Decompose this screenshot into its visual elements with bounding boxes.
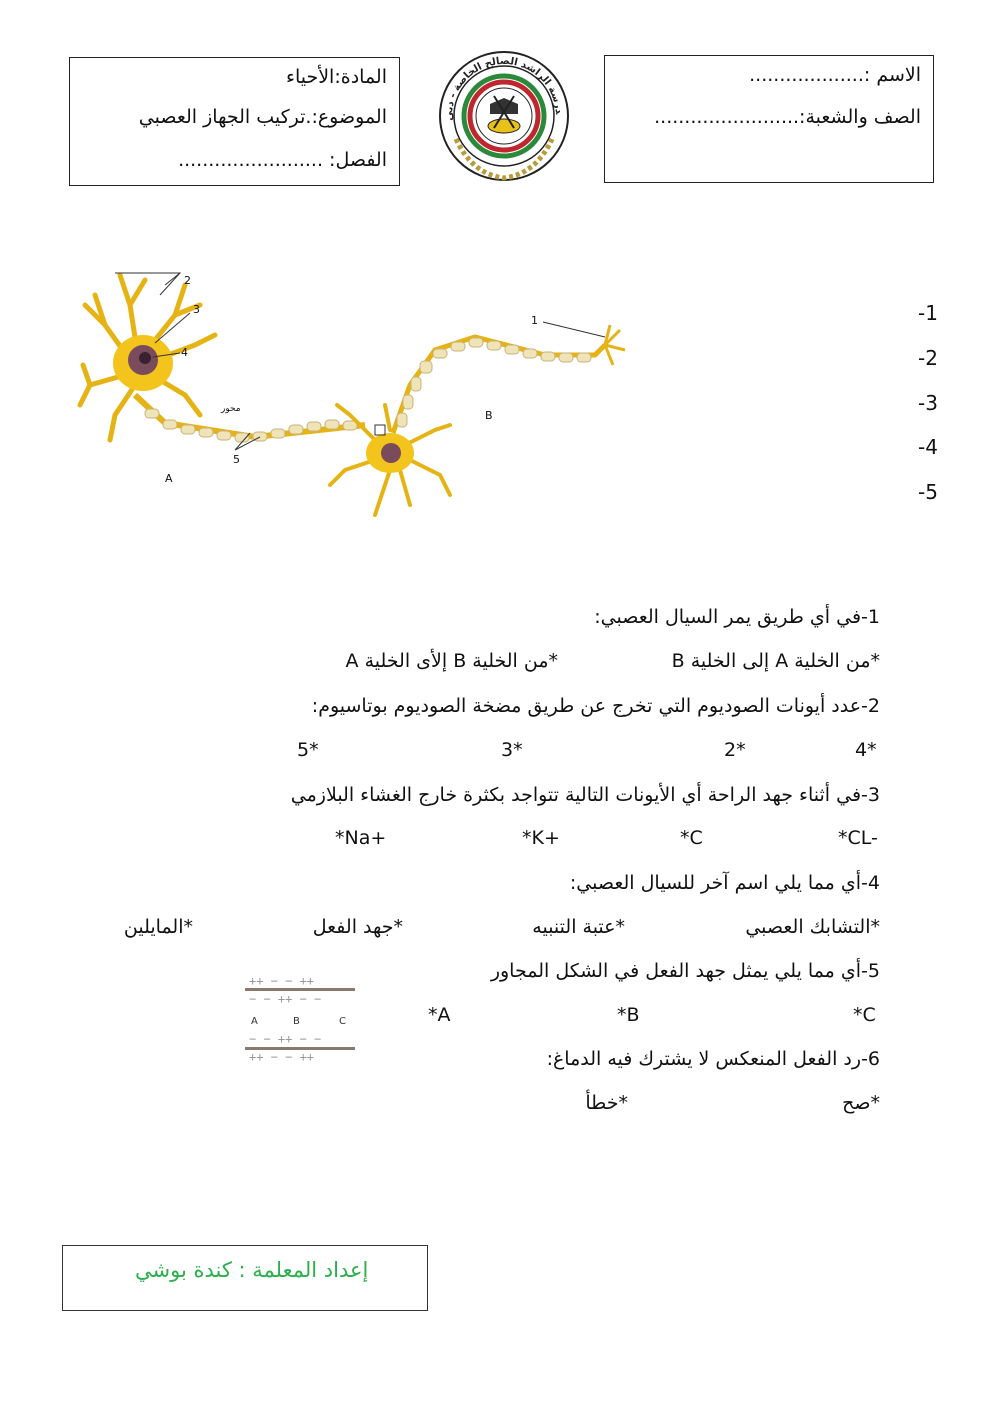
diagram-label-3: 3: [193, 303, 200, 316]
membrane-top-row: ++ − − ++: [249, 974, 315, 988]
question-2: 2-عدد أيونات الصوديوم التي تخرج عن طريق مضخة الصوديوم بوتاسيوم:: [311, 695, 880, 717]
subject-label: المادة:الأحياء: [286, 66, 387, 88]
answer-line-2[interactable]: -2: [918, 346, 938, 370]
q5-option-a[interactable]: *C: [853, 1004, 876, 1026]
q1-option-a[interactable]: *من الخلية A إلى الخلية B: [671, 650, 880, 672]
grade-section-field[interactable]: الصف والشعبة:........................: [654, 106, 921, 128]
q2-option-d[interactable]: 5*: [297, 739, 319, 761]
membrane-upper-mid: − − ++ − −: [249, 992, 322, 1006]
q5-option-b[interactable]: *B: [617, 1004, 640, 1026]
q2-option-a[interactable]: 4*: [855, 739, 877, 761]
question-1: 1-في أي طريق يمر السيال العصبي:: [594, 606, 880, 628]
answer-line-1[interactable]: -1: [918, 301, 938, 325]
q3-option-a[interactable]: *CL-: [838, 827, 878, 849]
topic-label: الموضوع:.تركيب الجهاز العصبي: [138, 106, 387, 128]
q6-option-b[interactable]: *خطأ: [585, 1092, 628, 1114]
cell-b-label: B: [485, 409, 493, 422]
question-3: 3-في أثناء جهد الراحة أي الأيونات التالية تتواجد بكثرة خارج الغشاء البلازمي: [290, 784, 880, 806]
q3-option-d[interactable]: *Na+: [335, 827, 387, 849]
q3-option-b[interactable]: *C: [680, 827, 703, 849]
student-info-box: [604, 55, 934, 183]
membrane-lower-mid: − − ++ − −: [249, 1032, 322, 1046]
diagram-label-4: 4: [181, 346, 188, 359]
school-logo: [432, 44, 577, 189]
teacher-credit: إعداد المعلمة : كندة بوشي: [135, 1258, 369, 1282]
q5-option-c[interactable]: *A: [428, 1004, 451, 1026]
diagram-label-5: 5: [233, 453, 240, 466]
subject-info-box: [69, 57, 400, 186]
membrane-figure: [243, 972, 358, 1067]
class-label: الفصل: ........................: [178, 149, 387, 171]
membrane-letter-a: A: [251, 1016, 258, 1027]
q1-option-b[interactable]: *من الخلية B إلأى الخلية A: [345, 650, 558, 672]
cell-a-label: A: [165, 472, 173, 485]
membrane-line-top: [245, 988, 355, 991]
answer-line-5[interactable]: -5: [918, 480, 938, 504]
membrane-letter-b: B: [293, 1016, 300, 1027]
student-name-field[interactable]: الاسم :...................: [749, 64, 921, 86]
q6-option-a[interactable]: *صح: [842, 1092, 880, 1114]
q3-option-c[interactable]: *K+: [522, 827, 560, 849]
diagram-label-1: 1: [531, 314, 538, 327]
q4-option-b[interactable]: *عتبة التنبيه: [532, 916, 625, 938]
q4-option-a[interactable]: *التشابك العصبي: [745, 916, 880, 938]
axon-label: محور: [221, 404, 241, 414]
question-5: 5-أي مما يلي يمثل جهد الفعل في الشكل المجاور: [490, 960, 880, 982]
teacher-credit-box: [62, 1245, 428, 1311]
answer-line-3[interactable]: -3: [918, 391, 938, 415]
question-6: 6-رد الفعل المنعكس لا يشترك فيه الدماغ:: [546, 1048, 880, 1070]
membrane-letter-c: C: [339, 1016, 346, 1027]
neuron-diagram: [75, 265, 635, 525]
question-4: 4-أي مما يلي اسم آخر للسيال العصبي:: [569, 872, 880, 894]
svg-text:مدرسة الراشد الصالح الخاصة - د: درسة الراشد الصالح الخاصة - دبي: [443, 55, 565, 121]
q4-option-d[interactable]: *المايلين: [123, 916, 193, 938]
membrane-bottom-row: ++ − − ++: [249, 1050, 315, 1064]
diagram-label-2: 2: [184, 274, 191, 287]
q4-option-c[interactable]: *جهد الفعل: [312, 916, 403, 938]
q2-option-c[interactable]: 3*: [501, 739, 523, 761]
q2-option-b[interactable]: 2*: [724, 739, 746, 761]
answer-line-4[interactable]: -4: [918, 435, 938, 459]
